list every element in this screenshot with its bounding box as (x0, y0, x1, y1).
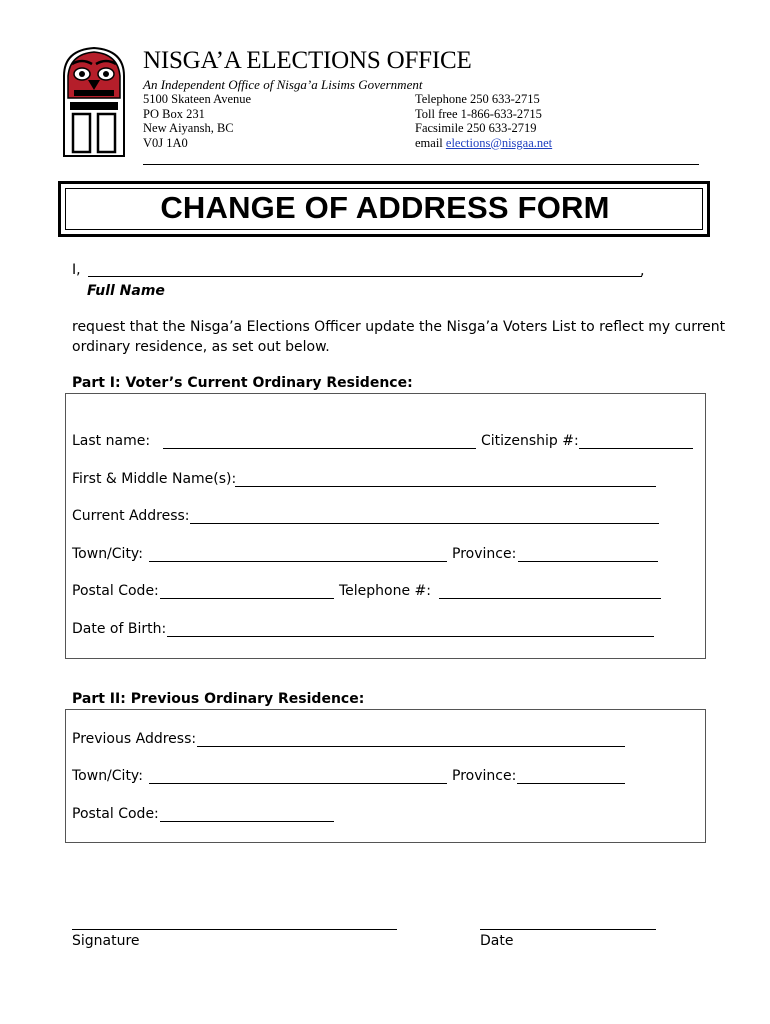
date-of-birth-field[interactable] (167, 636, 654, 637)
request-text-line-2: ordinary residence, as set out below. (72, 339, 330, 355)
org-name: NISGA’A ELECTIONS OFFICE (143, 47, 472, 74)
toll-free-line: Toll free 1-866-633-2715 (415, 106, 542, 121)
email-link[interactable]: elections@nisgaa.net (445, 135, 553, 150)
signature-field[interactable] (72, 929, 397, 930)
part2-heading: Part II: Previous Ordinary Residence: (72, 691, 365, 707)
mailing-address (143, 92, 251, 150)
first-middle-name-field[interactable] (235, 486, 656, 487)
part1-box (65, 393, 706, 659)
address-line: V0J 1A0 (143, 135, 188, 150)
i-prefix: I, (72, 262, 81, 278)
full-name-label: Full Name (87, 283, 165, 299)
header-divider (143, 164, 699, 165)
email-prefix: email (415, 135, 446, 150)
date-field[interactable] (480, 929, 656, 930)
form-title: CHANGE OF ADDRESS FORM (160, 190, 610, 225)
previous-address-field[interactable] (197, 746, 625, 747)
prev-province-field[interactable] (517, 783, 625, 784)
citizenship-field[interactable] (579, 448, 693, 449)
prev-postal-code-label: Postal Code: (72, 806, 159, 822)
signature-label: Signature (72, 933, 140, 949)
part2-box (65, 709, 706, 843)
prev-postal-code-field[interactable] (160, 821, 334, 822)
current-address-label: Current Address: (72, 508, 190, 524)
postal-code-label: Postal Code: (72, 583, 159, 599)
current-address-field[interactable] (190, 523, 659, 524)
town-city-field[interactable] (149, 561, 447, 562)
prev-town-city-field[interactable] (149, 783, 447, 784)
address-line: New Aiyansh, BC (143, 121, 234, 135)
email-line (415, 136, 552, 151)
facsimile-line: Facsimile 250 633-2719 (415, 121, 537, 135)
nisgaa-crest-logo (58, 46, 130, 158)
province-label: Province: (452, 546, 517, 562)
full-name-field[interactable] (88, 276, 642, 277)
org-subtitle: An Independent Office of Nisga’a Lisims Government (143, 77, 423, 92)
prev-province-label: Province: (452, 768, 517, 784)
date-label: Date (480, 933, 514, 949)
date-of-birth-label: Date of Birth: (72, 621, 167, 637)
name-comma: , (640, 263, 645, 279)
province-field[interactable] (518, 561, 658, 562)
telephone-field[interactable] (439, 598, 661, 599)
telephone-label: Telephone #: (339, 583, 431, 599)
last-name-field[interactable] (163, 448, 476, 449)
first-middle-name-label: First & Middle Name(s): (72, 471, 237, 487)
telephone-line: Telephone 250 633-2715 (415, 92, 540, 106)
request-text-line-1: request that the Nisga’a Elections Officer update the Nisga’a Voters List to reflect my current (72, 319, 726, 335)
address-line: PO Box 231 (143, 106, 205, 121)
last-name-label: Last name: (72, 433, 151, 449)
address-line: 5100 Skateen Avenue (143, 92, 252, 106)
part1-heading: Part I: Voter’s Current Ordinary Residence: (72, 375, 413, 391)
contact-info (415, 92, 552, 150)
citizenship-label: Citizenship #: (481, 433, 579, 449)
prev-town-city-label: Town/City: (72, 768, 143, 784)
postal-code-field[interactable] (160, 598, 334, 599)
previous-address-label: Previous Address: (72, 731, 197, 747)
town-city-label: Town/City: (72, 546, 143, 562)
